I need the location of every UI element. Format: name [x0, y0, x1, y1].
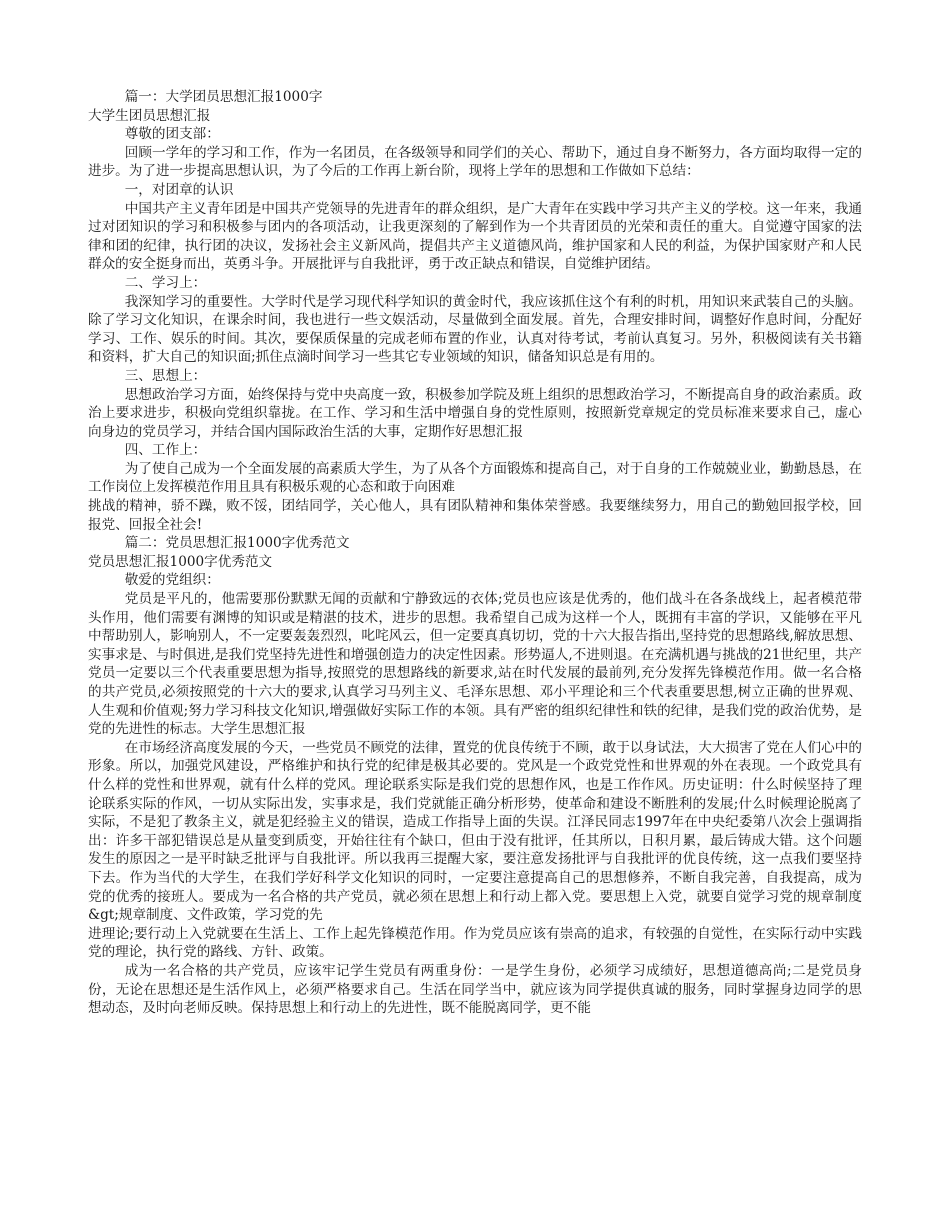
document-body	[88, 88, 862, 1018]
document-paragraph: 党员思想汇报1000字优秀范文	[88, 553, 273, 570]
document-paragraph: 敬爱的党组织：	[124, 572, 220, 589]
document-paragraph: 党员是平凡的，他需要那份默默无闻的贡献和宁静致远的衣体;党员也应该是优秀的，他们战斗在各条战线上，起者模范带头作用，他们需要有渊博的知识或是精湛的技术，进步的思想。我希望自己成为这样一个人，既拥有丰富的学识，又能够在平凡中帮助别人，影响别人，不一定要轰轰烈烈，叱咤风云，但一定要真真切切，党的十六大报告指出,坚持党的思想路线,解放思想、实事求是、与时俱进,是我们党坚持先进性和增强创造力的决定性因素。形势逼人,不进则退。在充满机遇与挑战的21世纪里，共产党员一定要以三个代表重要思想为指导,按照党的思想路线的新要求,站在时代发展的最前列,充分发挥先锋模范作用。做一名合格的共产党员,必须按照党的十六大的要求,认真学习马列主义、毛泽东思想、邓小平理论和三个代表重要思想,树立正确的世界观、人生观和价值观;努力学习科技文化知识,增强做好实际工作的本领。具有严密的组织纪律性和铁的纪律，是我们党的政治优势，是党的先进性的标志。大学生思想汇报	[88, 591, 862, 738]
document-paragraph: 一，对团章的认识	[124, 181, 234, 198]
document-paragraph: 篇一：大学团员思想汇报1000字	[124, 89, 323, 105]
document-paragraph: 我深知学习的重要性。大学时代是学习现代科学知识的黄金时代，我应该抓住这个有利的时机，用知识来武装自己的头脑。除了学习文化知识，在课余时间，我也进行一些文娱活动，尽量做到全面发展。首先，合理安排时间，调整好作息时间，分配好学习、工作、娱乐的时间。其次，要保质保量的完成老师布置的作业，认真对待考试，考前认真复习。另外，积极阅读有关书籍和资料，扩大自己的知识面;抓住点滴时间学习一些其它专业领域的知识，储备知识总是有用的。	[88, 293, 862, 366]
document-paragraph: 思想政治学习方面，始终保持与党中央高度一致，积极参加学院及班上组织的思想政治学习，不断提高自身的政治素质。政治上要求进步，积极向党组织靠拢。在工作、学习和生活中增强自身的党性原则，按照新党章规定的党员标准来要求自己，虚心向身边的党员学习，并结合国内国际政治生活的大事，定期作好思想汇报	[88, 386, 862, 440]
document-paragraph: 大学生团员思想汇报	[88, 107, 211, 124]
document-paragraph: 二、学习上：	[124, 274, 207, 291]
document-paragraph: 成为一名合格的共产党员，应该牢记学生党员有两重身份：一是学生身份，必须学习成绩好，思想道德高尚;二是党员身份，无论在思想还是生活作风上，必须严格要求自己。生活在同学当中，就应该为同学提供真诚的服务，同时掌握身边同学的思想动态，及时向老师反映。保持思想上和行动上的先进性，既不能脱离同学，更不能	[88, 962, 862, 1017]
document-paragraph: 在市场经济高度发展的今天，一些党员不顾党的法律，置党的优良传统于不顾，敢于以身试法，大大损害了党在人们心中的形象。所以，加强党风建设，严格维护和执行党的纪律是极其必要的。党风是一个政党党性和世界观的外在表现。一个政党具有什么样的党性和世界观，就有什么样的党风。理论联系实际是我们党的思想作风，也是工作作风。历史证明：什么时候坚持了理论联系实际的作风，一切从实际出发，实事求是，我们党就能正确分析形势，使革命和建设不断胜利的发展;什么时候理论脱离了实际，不是犯了教条主义，就是犯经验主义的错误，造成工作指导上面的失误。江泽民同志1997年在中央纪委第八次会上强调指出：许多干部犯错误总是从量变到质变，开始往往有个缺口，但由于没有批评，任其所以，日积月累，最后铸成大错。这个问题发生的原因之一是平时缺乏批评与自我批评。所以我再三提醒大家，要注意发扬批评与自我批评的优良传统，这一点我们要坚持下去。作为当代的大学生，在我们学好科学文化知识的同时，一定要注意提高自己的思想修养，不断自我完善，自我提高，成为党的优秀的接班人。要成为一名合格的共产党员，就必须在思想上和行动上都入党。要思想上入党，就要自觉学习党的规章制度&gt;规章制度、文件政策，学习党的先	[88, 739, 862, 924]
document-paragraph: 四、工作上：	[124, 442, 207, 459]
document-paragraph: 挑战的精神，骄不躁，败不馁，团结同学，关心他人，具有团队精神和集体荣誉感。我要继续努力，用自己的勤勉回报学校，回报党、回报全社会!	[88, 498, 862, 533]
document-paragraph: 为了使自己成为一个全面发展的高素质大学生，为了从各个方面锻炼和提高自己，对于自身的工作兢兢业业，勤勤恳恳，在工作岗位上发挥模范作用且具有积极乐观的心态和敢于向困难	[88, 460, 862, 496]
document-paragraph: 尊敬的团支部：	[124, 126, 220, 143]
document-paragraph: 三、思想上：	[124, 367, 207, 384]
document-paragraph: 进理论;要行动上入党就要在生活上、工作上起先锋模范作用。作为党员应该有崇高的追求，有较强的自觉性，在实际行动中实践党的理论，执行党的路线、方针、政策。	[88, 925, 862, 961]
document-paragraph: 篇二：党员思想汇报1000字优秀范文	[124, 535, 350, 552]
document-paragraph: 中国共产主义青年团是中国共产党领导的先进青年的群众组织，是广大青年在实践中学习共产主义的学校。这一年来，我通过对团知识的学习和积极参与团内的各项活动，让我更深刻的了解到作为一个共青团员的光荣和责任的重大。自觉遵守国家的法律和团的纪律，执行团的决议，发扬社会主义新风尚，提倡共产主义道德风尚，维护国家和人民的利益，为保护国家财产和人民群众的安全挺身而出，英勇斗争。开展批评与自我批评，勇于改正缺点和错误，自觉维护团结。	[88, 200, 862, 273]
document-paragraph: 回顾一学年的学习和工作，作为一名团员，在各级领导和同学们的关心、帮助下，通过自身不断努力，各方面均取得一定的进步。为了进一步提高思想认识，为了今后的工作再上新台阶，现将上学年的思想和工作做如下总结：	[88, 144, 862, 180]
